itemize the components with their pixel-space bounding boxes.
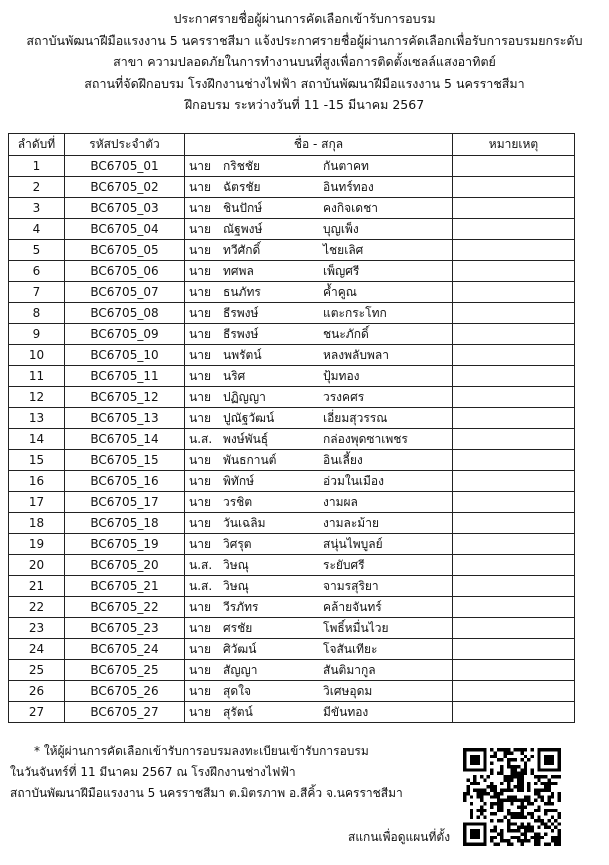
row-number: 1 [9, 156, 65, 177]
row-first-name: ธนภัทร [223, 284, 261, 299]
row-title: นาย [189, 326, 211, 341]
row-note [453, 660, 575, 681]
row-fullname [185, 366, 453, 387]
row-number: 10 [9, 345, 65, 366]
row-first-name: ฉัตรชัย [223, 179, 261, 194]
row-last-name: งามละม้าย [323, 515, 379, 530]
row-code: BC6705_22 [65, 597, 185, 618]
table-row [9, 177, 575, 198]
row-title: นาย [189, 263, 211, 278]
table-row [9, 303, 575, 324]
table-row [9, 387, 575, 408]
table-row [9, 429, 575, 450]
header-venue: สถานที่จัดฝึกอบรม โรงฝึกงานช่างไฟฟ้า สถาบันพัฒนาฝีมือแรงงาน 5 นครราชสีมา [84, 75, 525, 91]
row-note [453, 303, 575, 324]
col-header-note: หมายเหตุ [453, 134, 575, 156]
row-title: นาย [189, 179, 211, 194]
row-code: BC6705_02 [65, 177, 185, 198]
table-row [9, 597, 575, 618]
row-first-name: ธีรพงษ์ [223, 326, 259, 341]
row-title: น.ส. [189, 557, 213, 572]
row-title: นาย [189, 347, 211, 362]
row-fullname [185, 156, 453, 177]
row-number: 13 [9, 408, 65, 429]
row-fullname [185, 219, 453, 240]
table-body [9, 156, 575, 723]
row-code: BC6705_21 [65, 576, 185, 597]
row-number: 5 [9, 240, 65, 261]
table-row [9, 702, 575, 723]
row-note [453, 282, 575, 303]
row-fullname [185, 471, 453, 492]
row-code: BC6705_10 [65, 345, 185, 366]
row-code: BC6705_17 [65, 492, 185, 513]
note-line-1: * ให้ผู้ผ่านการคัดเลือกเข้ารับการอบรมลงทะเบียนเข้ารับการอบรม [34, 744, 369, 758]
table-row [9, 618, 575, 639]
header-course: สาขา ความปลอดภัยในการทำงานบนที่สูงเพื่อการติดตั้งเซลล์แสงอาทิตย์ [113, 54, 496, 69]
row-note [453, 198, 575, 219]
row-first-name: นพรัตน์ [223, 347, 262, 362]
row-last-name: วิเศษอุดม [323, 683, 373, 698]
row-last-name: คงกิจเดชา [323, 200, 378, 215]
table-row [9, 471, 575, 492]
row-number: 4 [9, 219, 65, 240]
row-note [453, 576, 575, 597]
table-row [9, 513, 575, 534]
row-first-name: ปูณัฐวัฒน์ [223, 410, 275, 425]
row-number: 15 [9, 450, 65, 471]
row-code: BC6705_09 [65, 324, 185, 345]
row-last-name: อินเลี้ยง [323, 452, 363, 467]
row-fullname [185, 492, 453, 513]
row-first-name: ศรชัย [223, 620, 253, 635]
row-code: BC6705_18 [65, 513, 185, 534]
trainee-table [8, 133, 575, 723]
announcement-header [0, 8, 609, 116]
row-fullname [185, 513, 453, 534]
row-number: 22 [9, 597, 65, 618]
row-title: นาย [189, 200, 211, 215]
row-title: นาย [189, 662, 211, 677]
row-last-name: ปุ้มทอง [323, 368, 360, 383]
table-row [9, 261, 575, 282]
row-number: 27 [9, 702, 65, 723]
table-row [9, 639, 575, 660]
row-code: BC6705_14 [65, 429, 185, 450]
row-code: BC6705_01 [65, 156, 185, 177]
row-last-name: อ่วมในเมือง [323, 473, 384, 488]
row-first-name: วรชิต [223, 494, 253, 509]
row-code: BC6705_25 [65, 660, 185, 681]
row-note [453, 492, 575, 513]
row-last-name: แตะกระโทก [323, 305, 387, 320]
row-first-name: ศิวัฒน์ [223, 641, 257, 656]
row-note [453, 681, 575, 702]
row-note [453, 345, 575, 366]
row-fullname [185, 618, 453, 639]
table-row [9, 555, 575, 576]
row-title: นาย [189, 221, 211, 236]
row-fullname [185, 555, 453, 576]
note-line-2: ในวันจันทร์ที่ 11 มีนาคม 2567 ณ โรงฝึกงานช่างไฟฟ้า [10, 765, 296, 779]
row-title: นาย [189, 473, 211, 488]
row-code: BC6705_07 [65, 282, 185, 303]
table-row [9, 681, 575, 702]
row-last-name: คล้ายจันทร์ [323, 599, 382, 614]
row-note [453, 471, 575, 492]
row-fullname [185, 261, 453, 282]
row-fullname [185, 177, 453, 198]
row-title: นาย [189, 452, 211, 467]
row-first-name: กริชชัย [223, 158, 261, 173]
row-last-name: เอี่ยมสุวรรณ [323, 410, 388, 425]
header-institute: สถาบันพัฒนาฝีมือแรงงาน 5 นครราชสีมา แจ้งประกาศรายชื่อผู้ผ่านการคัดเลือกเพื่อรับการอบรมยกระดับ [26, 32, 583, 48]
row-title: นาย [189, 641, 211, 656]
row-code: BC6705_19 [65, 534, 185, 555]
row-code: BC6705_26 [65, 681, 185, 702]
row-code: BC6705_03 [65, 198, 185, 219]
row-last-name: อินทร์ทอง [323, 179, 374, 194]
row-title: นาย [189, 704, 211, 719]
row-last-name: ชนะภักดิ์ [323, 326, 369, 341]
row-fullname [185, 534, 453, 555]
row-fullname [185, 282, 453, 303]
row-note [453, 177, 575, 198]
table-row [9, 345, 575, 366]
table-row [9, 156, 575, 177]
row-fullname [185, 324, 453, 345]
row-title: นาย [189, 536, 211, 551]
row-number: 11 [9, 366, 65, 387]
table-row [9, 240, 575, 261]
row-number: 26 [9, 681, 65, 702]
row-fullname [185, 660, 453, 681]
row-first-name: วีรภัทร [223, 599, 259, 614]
table-row [9, 324, 575, 345]
row-fullname [185, 681, 453, 702]
row-note [453, 387, 575, 408]
table-row [9, 366, 575, 387]
table-row [9, 198, 575, 219]
row-last-name: บุญเพ็ง [323, 221, 359, 236]
row-first-name: พิทักษ์ [223, 473, 254, 488]
row-number: 24 [9, 639, 65, 660]
row-code: BC6705_20 [65, 555, 185, 576]
row-fullname [185, 240, 453, 261]
row-first-name: วิษณุ [223, 557, 249, 572]
row-note [453, 429, 575, 450]
row-last-name: ค้ำคูณ [323, 284, 357, 299]
row-number: 3 [9, 198, 65, 219]
row-code: BC6705_15 [65, 450, 185, 471]
row-note [453, 597, 575, 618]
row-number: 14 [9, 429, 65, 450]
row-note [453, 156, 575, 177]
row-first-name: วันเฉลิม [223, 515, 266, 530]
row-title: นาย [189, 620, 211, 635]
row-title: นาย [189, 494, 211, 509]
row-code: BC6705_27 [65, 702, 185, 723]
row-note [453, 534, 575, 555]
row-last-name: มีขันทอง [323, 704, 369, 719]
row-fullname [185, 639, 453, 660]
row-note [453, 324, 575, 345]
row-first-name: พันธกานต์ [223, 452, 277, 467]
row-last-name: โจสันเทียะ [323, 641, 378, 656]
table-header-row [9, 134, 575, 156]
note-line-3: สถาบันพัฒนาฝีมือแรงงาน 5 นครราชสีมา ต.มิตรภาพ อ.สีคิ้ว จ.นครราชสีมา [10, 786, 403, 800]
row-title: นาย [189, 368, 211, 383]
row-number: 9 [9, 324, 65, 345]
row-note [453, 702, 575, 723]
row-note [453, 240, 575, 261]
row-title: นาย [189, 242, 211, 257]
row-code: BC6705_05 [65, 240, 185, 261]
row-title: นาย [189, 683, 211, 698]
row-note [453, 408, 575, 429]
col-header-no: ลำดับที่ [9, 134, 65, 156]
row-last-name: กันตาคท [323, 158, 369, 173]
row-last-name: โพธิ์หมื่นไวย [323, 620, 389, 635]
table-row [9, 576, 575, 597]
table-row [9, 408, 575, 429]
row-first-name: สุรัตน์ [223, 704, 253, 719]
row-code: BC6705_23 [65, 618, 185, 639]
row-number: 18 [9, 513, 65, 534]
row-number: 19 [9, 534, 65, 555]
table-row [9, 492, 575, 513]
registration-note [10, 741, 403, 804]
row-note [453, 450, 575, 471]
row-number: 17 [9, 492, 65, 513]
header-title: ประกาศรายชื่อผู้ผ่านการคัดเลือกเข้ารับการอบรม [173, 11, 436, 26]
row-last-name: ระยับศรี [323, 557, 365, 572]
table-row [9, 660, 575, 681]
row-first-name: ชินปักษ์ [223, 200, 263, 215]
row-note [453, 555, 575, 576]
row-fullname [185, 597, 453, 618]
row-number: 6 [9, 261, 65, 282]
row-first-name: ทศพล [223, 263, 254, 278]
row-number: 7 [9, 282, 65, 303]
table-row [9, 282, 575, 303]
row-number: 12 [9, 387, 65, 408]
row-last-name: เพ็ญศรี [323, 263, 360, 278]
row-title: นาย [189, 389, 211, 404]
row-fullname [185, 576, 453, 597]
row-note [453, 513, 575, 534]
row-number: 2 [9, 177, 65, 198]
scan-map-label: สแกนเพื่อดูแผนที่ตั้ง [348, 830, 451, 844]
row-fullname [185, 408, 453, 429]
row-code: BC6705_08 [65, 303, 185, 324]
row-title: น.ส. [189, 578, 213, 593]
row-number: 23 [9, 618, 65, 639]
row-title: นาย [189, 599, 211, 614]
row-first-name: ธีรพงษ์ [223, 305, 259, 320]
row-code: BC6705_04 [65, 219, 185, 240]
row-last-name: งามผล [323, 494, 358, 509]
row-fullname [185, 387, 453, 408]
row-title: น.ส. [189, 431, 213, 446]
row-first-name: วิศรุต [223, 536, 252, 551]
row-note [453, 366, 575, 387]
row-first-name: พงษ์พันธุ์ [223, 431, 269, 446]
col-header-code: รหัสประจำตัว [65, 134, 185, 156]
row-first-name: ณัฐพงษ์ [223, 221, 263, 236]
col-header-name: ชื่อ - สกุล [185, 134, 453, 156]
row-first-name: วิษณุ [223, 578, 249, 593]
row-note [453, 219, 575, 240]
row-code: BC6705_06 [65, 261, 185, 282]
row-fullname [185, 345, 453, 366]
row-number: 21 [9, 576, 65, 597]
row-first-name: นริศ [223, 368, 246, 383]
row-last-name: สันติมากูล [323, 662, 376, 677]
row-title: นาย [189, 158, 211, 173]
row-code: BC6705_11 [65, 366, 185, 387]
table-row [9, 219, 575, 240]
row-note [453, 618, 575, 639]
row-fullname [185, 702, 453, 723]
row-number: 8 [9, 303, 65, 324]
row-code: BC6705_16 [65, 471, 185, 492]
table-row [9, 534, 575, 555]
row-number: 25 [9, 660, 65, 681]
row-first-name: สัญญา [223, 662, 258, 677]
row-title: นาย [189, 305, 211, 320]
row-first-name: สุดใจ [223, 683, 252, 698]
row-fullname [185, 198, 453, 219]
map-qr-code[interactable] [463, 748, 561, 846]
row-code: BC6705_13 [65, 408, 185, 429]
row-title: นาย [189, 410, 211, 425]
row-fullname [185, 450, 453, 471]
row-last-name: หลงพลับพลา [323, 347, 390, 362]
row-note [453, 261, 575, 282]
row-first-name: ปฏิญญา [223, 389, 266, 404]
row-last-name: กล่องพุดซาเพชร [323, 431, 408, 446]
row-note [453, 639, 575, 660]
row-last-name: ไชยเลิศ [323, 242, 364, 257]
row-last-name: จามรสุริยา [323, 578, 379, 593]
row-fullname [185, 303, 453, 324]
row-number: 20 [9, 555, 65, 576]
header-dates: ฝึกอบรม ระหว่างวันที่ 11 -15 มีนาคม 2567 [184, 97, 425, 112]
row-title: นาย [189, 284, 211, 299]
row-last-name: วรงคศร [323, 389, 365, 404]
row-number: 16 [9, 471, 65, 492]
row-title: นาย [189, 515, 211, 530]
row-code: BC6705_24 [65, 639, 185, 660]
row-fullname [185, 429, 453, 450]
row-first-name: ทวีศักดิ์ [223, 242, 261, 257]
row-last-name: สนุ่นไพบูลย์ [323, 536, 383, 551]
row-code: BC6705_12 [65, 387, 185, 408]
table-row [9, 450, 575, 471]
